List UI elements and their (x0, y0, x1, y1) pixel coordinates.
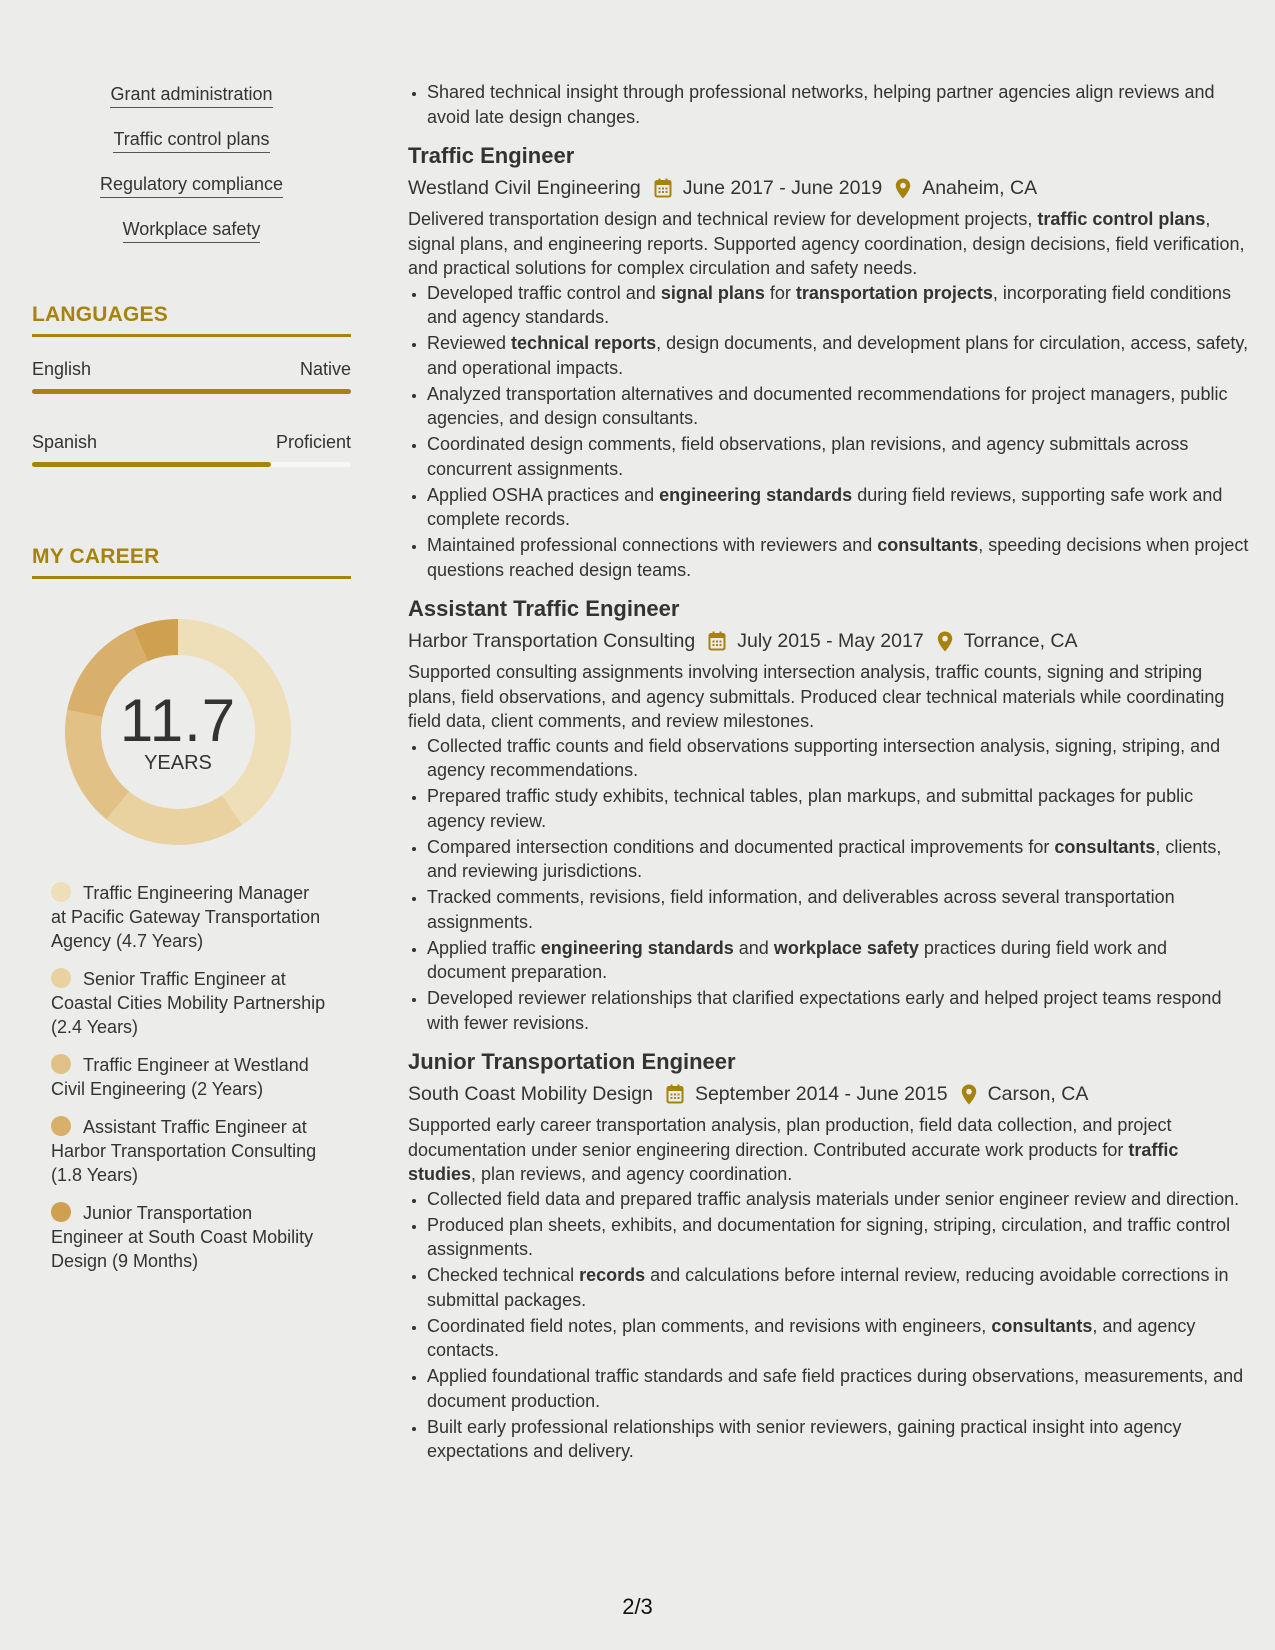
continued-bullets (408, 80, 1250, 129)
bold-text: engineering standards (659, 484, 853, 505)
text-run: , clients, and reviewing jurisdictions. (427, 836, 1222, 881)
bullet-item (427, 1213, 1250, 1262)
text-run: Supported consulting assignments involving intersection analysis, traffic counts, signing and striping plans, field observations, and agency submittals. Produced clear technical materials while coordinating field data, client comments, and review milestones. (408, 662, 1225, 731)
text-run: , incorporating field conditions and agency standards. (427, 282, 1232, 327)
bullet-item (427, 1187, 1250, 1212)
text-run: Tracked comments, revisions, field information, and deliverables across several transportation assignments. (427, 887, 1175, 932)
bold-text: traffic studies (408, 1139, 1179, 1184)
calendar-icon (654, 178, 672, 198)
language-level: Native (299, 359, 351, 379)
job-dates: September 2014 - June 2015 (694, 1083, 948, 1105)
job-meta (408, 173, 1250, 203)
company-name: Harbor Transportation Consulting (408, 630, 696, 652)
legend-label: Senior Traffic Engineer at Coastal Cities Mobility Partnership (2.4 Years) (51, 969, 326, 1037)
job-bullets (408, 281, 1250, 583)
bullet-item (427, 986, 1250, 1035)
legend-dot (51, 1054, 71, 1074)
text-run: Developed reviewer relationships that clarified expectations early and helped project teams respond with fewer revisions. (427, 988, 1222, 1033)
text-run: Coordinated design comments, field observations, plan revisions, and agency submittals across concurrent assignments. (427, 434, 1189, 479)
legend-item (51, 1115, 326, 1187)
bold-text: traffic control plans (1037, 209, 1206, 229)
text-run: , signal plans, and engineering reports. Supported agency coordination, design decisions, field verification, and practical solutions for complex circulation and safety needs. (408, 209, 1245, 278)
languages-section (32, 303, 351, 467)
legend-item (51, 881, 326, 953)
bullet-item (427, 784, 1250, 833)
legend-item (51, 1053, 326, 1101)
job-entry (408, 1047, 1250, 1464)
bold-text: consultants (877, 535, 979, 555)
job-meta (408, 1079, 1250, 1109)
legend-dot (51, 968, 71, 988)
text-run: Built early professional relationships with senior reviewers, gaining practical insight into agency expectations and delivery. (427, 1416, 1182, 1461)
skill-tag: Grant administration (110, 82, 272, 108)
language-name: Spanish (32, 432, 98, 452)
text-run: practices during field work and document preparation. (427, 937, 1168, 982)
text-run: Developed traffic control and (427, 282, 661, 303)
skill-tag: Regulatory compliance (100, 172, 283, 198)
text-run: Supported early career transportation analysis, plan production, field data collection, and project documentation under senior engineering direction. Contributed accurate work products for (408, 1115, 1172, 1160)
text-run: and calculations before internal review, reducing avoidable corrections in submittal packages. (427, 1265, 1229, 1310)
legend-dot (51, 1202, 71, 1222)
map-pin-icon (937, 631, 953, 652)
job-meta (408, 626, 1250, 656)
text-run: Produced plan sheets, exhibits, and documentation for signing, striping, circulation, and traffic control assignments. (427, 1214, 1231, 1259)
language-bar (32, 462, 351, 467)
skill-tag: Traffic control plans (113, 127, 269, 153)
text-run: Maintained professional connections with reviewers and (427, 535, 878, 555)
bold-text: consultants (991, 1315, 1093, 1336)
job-entry (408, 141, 1250, 582)
job-title: Assistant Traffic Engineer (408, 596, 680, 621)
job-location: Carson, CA (987, 1083, 1089, 1105)
text-run: Checked technical (427, 1265, 580, 1285)
text-run: , speeding decisions when project questions reached design teams. (427, 535, 1249, 580)
career-donut-chart (65, 619, 291, 845)
map-pin-icon (895, 178, 911, 199)
legend-item (51, 967, 326, 1039)
bold-text: transportation projects (795, 282, 993, 303)
bold-text: consultants (1054, 836, 1156, 857)
bullet-item (427, 1314, 1250, 1363)
text-run: Compared intersection conditions and documented practical improvements for (427, 836, 1055, 857)
language-level: Proficient (275, 432, 351, 452)
job-dates: July 2015 - May 2017 (737, 630, 924, 652)
text-run: Collected traffic counts and field observations supporting intersection analysis, signing, striping, and agency recommendations. (427, 735, 1221, 780)
career-heading: MY CAREER (32, 545, 351, 579)
skills-list (32, 82, 351, 262)
calendar-icon (666, 1084, 684, 1104)
bullet-item (427, 936, 1250, 985)
bullet-item (427, 1364, 1250, 1413)
bullet-item (427, 483, 1250, 532)
page-number: 2/3 (622, 1594, 653, 1619)
legend-label: Junior Transportation Engineer at South Coast Mobility Design (9 Months) (51, 1203, 314, 1271)
bold-text: workplace safety (773, 937, 919, 958)
text-run: and (733, 937, 774, 958)
sidebar (32, 82, 351, 1287)
text-run: , design documents, and development plans for circulation, access, safety, and operational impacts. (427, 333, 1249, 378)
legend-label: Traffic Engineering Manager at Pacific Gateway Transportation Agency (4.7 Years) (51, 883, 321, 951)
job-dates: June 2017 - June 2019 (682, 177, 883, 199)
text-run: for (764, 282, 796, 303)
text-run: Delivered transportation design and technical review for development projects, (408, 209, 1038, 229)
job-description (408, 207, 1250, 281)
experience-column (408, 80, 1250, 1465)
bold-text: engineering standards (540, 937, 734, 958)
language-bar (32, 389, 351, 394)
language-bar-fill (32, 462, 271, 467)
job-description (408, 1113, 1250, 1187)
bullet-item (427, 835, 1250, 884)
calendar-icon (708, 631, 726, 651)
job-bullets (408, 734, 1250, 1036)
skill-tag: Workplace safety (123, 217, 261, 243)
text-run: , and agency contacts. (427, 1315, 1196, 1360)
text-run: Coordinated field notes, plan comments, and revisions with engineers, (427, 1315, 992, 1336)
career-section (32, 545, 351, 1273)
legend-dot (51, 1116, 71, 1136)
text-run: Applied foundational traffic standards and safe field practices during observations, measurements, and document production. (427, 1366, 1244, 1411)
language-item (32, 359, 351, 394)
text-run: during field reviews, supporting safe work and complete records. (427, 484, 1223, 529)
legend-item (51, 1201, 326, 1273)
bullet-item (427, 885, 1250, 934)
language-name: English (32, 359, 92, 379)
job-bullets (408, 1187, 1250, 1464)
text-run: , plan reviews, and agency coordination. (471, 1164, 793, 1184)
language-bar-fill (32, 389, 351, 394)
company-name: Westland Civil Engineering (408, 177, 641, 199)
job-description (408, 660, 1250, 734)
job-entry (408, 594, 1250, 1035)
bold-text: technical reports (511, 333, 657, 353)
legend-dot (51, 882, 71, 902)
career-total-unit: YEARS (144, 752, 212, 774)
languages-heading: LANGUAGES (32, 303, 351, 337)
bullet-item: • Shared technical insight through professional networks, helping partner agencies align reviews and avoid late design changes. (427, 80, 1250, 129)
text-run: Collected field data and prepared traffic analysis materials under senior engineer review and direction. (427, 1188, 1240, 1209)
bullet-item (427, 533, 1250, 582)
text-run: Prepared traffic study exhibits, technical tables, plan markups, and submittal packages for public agency review. (427, 786, 1194, 831)
text-run: Applied traffic (427, 937, 541, 958)
legend-label: Traffic Engineer at Westland Civil Engineering (2 Years) (51, 1055, 309, 1099)
bullet-item (427, 734, 1250, 783)
text-run: Analyzed transportation alternatives and documented recommendations for project managers, public agencies, and design consultants. (427, 383, 1228, 428)
language-item (32, 432, 351, 467)
legend-label: Assistant Traffic Engineer at Harbor Transportation Consulting (1.8 Years) (51, 1117, 317, 1185)
bold-text: records (579, 1265, 646, 1285)
text-run: Applied OSHA practices and (427, 484, 660, 505)
bullet-item (427, 281, 1250, 330)
job-title: Junior Transportation Engineer (408, 1049, 736, 1074)
bullet-item (427, 382, 1250, 431)
bullet-item (427, 1263, 1250, 1312)
job-location: Torrance, CA (963, 630, 1078, 652)
bullet-item (427, 432, 1250, 481)
company-name: South Coast Mobility Design (408, 1083, 653, 1105)
bullet-item (427, 1415, 1250, 1464)
text-run: Reviewed (427, 333, 512, 353)
career-total-years: 11.7 (119, 687, 237, 754)
map-pin-icon (961, 1084, 977, 1105)
job-location: Anaheim, CA (922, 177, 1038, 199)
job-title: Traffic Engineer (408, 143, 575, 168)
bold-text: signal plans (660, 282, 765, 303)
career-legend (51, 881, 326, 1273)
bullet-item (427, 331, 1250, 380)
